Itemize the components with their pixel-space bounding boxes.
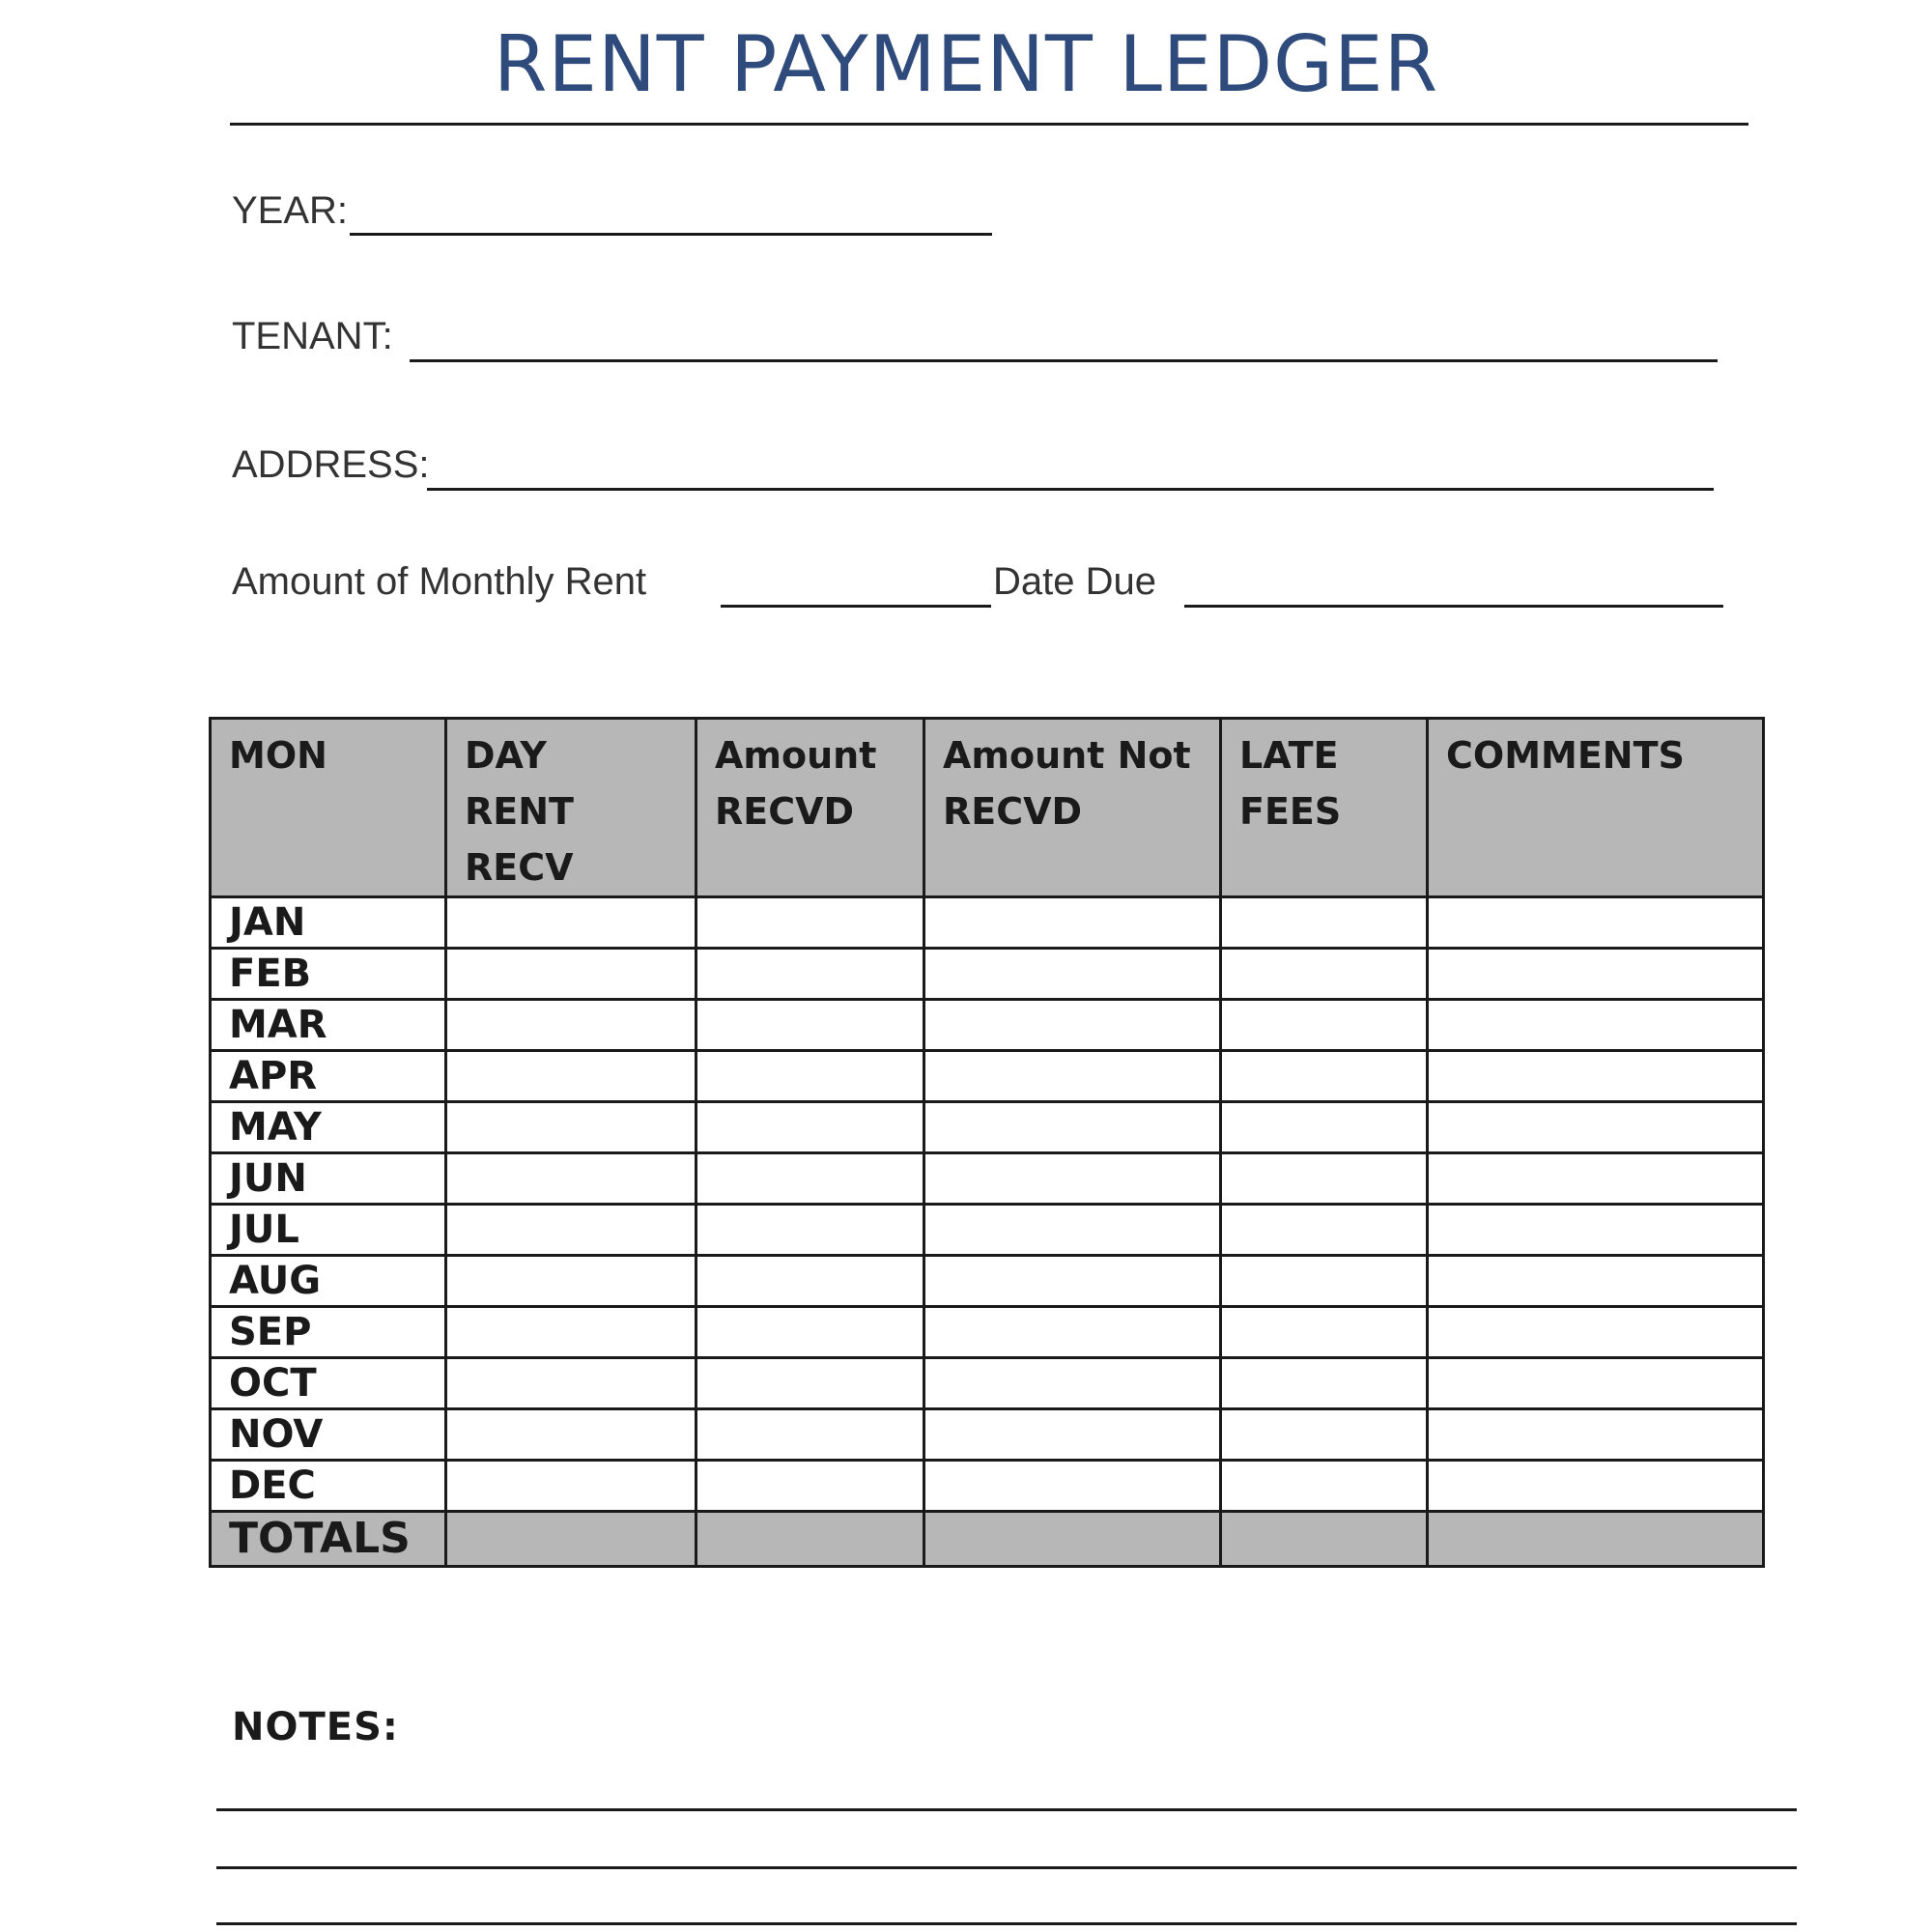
comments-cell[interactable] — [1428, 1205, 1764, 1256]
amount-not-received-cell[interactable] — [924, 1409, 1221, 1461]
table-row — [211, 949, 1764, 1000]
header-line: Amount Not — [943, 734, 1191, 777]
late-fees-cell[interactable] — [1221, 1461, 1428, 1512]
amount-received-cell[interactable] — [696, 1409, 924, 1461]
comments-cell[interactable] — [1428, 1358, 1764, 1409]
table-row — [211, 1205, 1764, 1256]
amount-received-cell[interactable] — [696, 1051, 924, 1102]
month-label: NOV — [211, 1409, 446, 1461]
header-line: RECVD — [943, 790, 1083, 833]
amount-received-cell[interactable] — [696, 1461, 924, 1512]
day-rent-received-cell[interactable] — [446, 949, 696, 1000]
header-day-rent-received — [446, 719, 696, 897]
amount-not-received-cell[interactable] — [924, 1051, 1221, 1102]
header-line: COMMENTS — [1446, 734, 1685, 777]
rent-ledger-table — [209, 717, 1765, 1568]
notes-line-1[interactable] — [216, 1808, 1797, 1811]
amount-not-received-cell[interactable] — [924, 1358, 1221, 1409]
table-row — [211, 1153, 1764, 1205]
totals-amount-received-cell[interactable] — [696, 1512, 924, 1567]
amount-received-cell[interactable] — [696, 1307, 924, 1358]
header-line: FEES — [1239, 790, 1342, 833]
ledger-header-row — [211, 719, 1764, 897]
month-label: OCT — [211, 1358, 446, 1409]
month-label: DEC — [211, 1461, 446, 1512]
amount-not-received-cell[interactable] — [924, 1000, 1221, 1051]
header-line: LATE — [1239, 734, 1339, 777]
header-line: RENT — [465, 790, 574, 833]
header-comments — [1428, 719, 1764, 897]
month-label: JAN — [211, 897, 446, 949]
month-label: MAR — [211, 1000, 446, 1051]
comments-cell[interactable] — [1428, 1102, 1764, 1153]
day-rent-received-cell[interactable] — [446, 1102, 696, 1153]
comments-cell[interactable] — [1428, 1461, 1764, 1512]
header-month — [211, 719, 446, 897]
amount-received-cell[interactable] — [696, 897, 924, 949]
year-field[interactable] — [350, 233, 992, 236]
header-line: Amount — [715, 734, 877, 777]
day-rent-received-cell[interactable] — [446, 1153, 696, 1205]
month-label: MAY — [211, 1102, 446, 1153]
day-rent-received-cell[interactable] — [446, 1051, 696, 1102]
month-label: SEP — [211, 1307, 446, 1358]
day-rent-received-cell[interactable] — [446, 1256, 696, 1307]
totals-comments-cell[interactable] — [1428, 1512, 1764, 1567]
totals-day-cell[interactable] — [446, 1512, 696, 1567]
amount-not-received-cell[interactable] — [924, 897, 1221, 949]
amount-received-cell[interactable] — [696, 1153, 924, 1205]
address-field[interactable] — [427, 488, 1714, 491]
amount-received-cell[interactable] — [696, 1205, 924, 1256]
amount-received-cell[interactable] — [696, 1102, 924, 1153]
header-late-fees — [1221, 719, 1428, 897]
day-rent-received-cell[interactable] — [446, 1358, 696, 1409]
month-label: APR — [211, 1051, 446, 1102]
page-title: RENT PAYMENT LEDGER — [493, 19, 1439, 109]
comments-cell[interactable] — [1428, 1256, 1764, 1307]
month-label: JUN — [211, 1153, 446, 1205]
amount-not-received-cell[interactable] — [924, 1307, 1221, 1358]
tenant-label: TENANT: — [232, 315, 393, 357]
table-row — [211, 1358, 1764, 1409]
notes-label: NOTES: — [232, 1705, 399, 1749]
amount-received-cell[interactable] — [696, 949, 924, 1000]
late-fees-cell[interactable] — [1221, 1256, 1428, 1307]
table-row — [211, 897, 1764, 949]
late-fees-cell[interactable] — [1221, 949, 1428, 1000]
late-fees-cell[interactable] — [1221, 1051, 1428, 1102]
year-label: YEAR: — [232, 189, 349, 232]
late-fees-cell[interactable] — [1221, 1358, 1428, 1409]
date-due-label: Date Due — [993, 560, 1156, 603]
late-fees-cell[interactable] — [1221, 1102, 1428, 1153]
title-divider — [230, 123, 1748, 126]
late-fees-cell[interactable] — [1221, 1000, 1428, 1051]
tenant-field[interactable] — [410, 359, 1718, 362]
day-rent-received-cell[interactable] — [446, 1409, 696, 1461]
amount-not-received-cell[interactable] — [924, 949, 1221, 1000]
day-rent-received-cell[interactable] — [446, 1461, 696, 1512]
table-row — [211, 1256, 1764, 1307]
header-line: DAY — [465, 734, 547, 777]
comments-cell[interactable] — [1428, 897, 1764, 949]
comments-cell[interactable] — [1428, 1000, 1764, 1051]
day-rent-received-cell[interactable] — [446, 1000, 696, 1051]
header-amount-not-received — [924, 719, 1221, 897]
header-line: MON — [229, 734, 327, 777]
month-label: AUG — [211, 1256, 446, 1307]
notes-line-3[interactable] — [216, 1922, 1797, 1925]
table-row — [211, 1102, 1764, 1153]
table-row — [211, 1051, 1764, 1102]
month-label: JUL — [211, 1205, 446, 1256]
late-fees-cell[interactable] — [1221, 1153, 1428, 1205]
totals-amount-not-received-cell[interactable] — [924, 1512, 1221, 1567]
amount-received-cell[interactable] — [696, 1000, 924, 1051]
table-row — [211, 1409, 1764, 1461]
day-rent-received-cell[interactable] — [446, 897, 696, 949]
header-line: RECV — [465, 846, 574, 889]
amount-not-received-cell[interactable] — [924, 1461, 1221, 1512]
amount-received-cell[interactable] — [696, 1358, 924, 1409]
header-line: RECVD — [715, 790, 855, 833]
comments-cell[interactable] — [1428, 1153, 1764, 1205]
amount-received-cell[interactable] — [696, 1256, 924, 1307]
amount-not-received-cell[interactable] — [924, 1205, 1221, 1256]
late-fees-cell[interactable] — [1221, 897, 1428, 949]
address-label: ADDRESS: — [232, 443, 430, 486]
date-due-field[interactable] — [1184, 605, 1723, 608]
totals-late-fees-cell[interactable] — [1221, 1512, 1428, 1567]
header-amount-received — [696, 719, 924, 897]
monthly-rent-field[interactable] — [721, 605, 991, 608]
table-row — [211, 1000, 1764, 1051]
amount-not-received-cell[interactable] — [924, 1102, 1221, 1153]
day-rent-received-cell[interactable] — [446, 1307, 696, 1358]
day-rent-received-cell[interactable] — [446, 1205, 696, 1256]
comments-cell[interactable] — [1428, 949, 1764, 1000]
comments-cell[interactable] — [1428, 1307, 1764, 1358]
amount-not-received-cell[interactable] — [924, 1256, 1221, 1307]
amount-not-received-cell[interactable] — [924, 1153, 1221, 1205]
monthly-rent-label: Amount of Monthly Rent — [232, 560, 647, 603]
table-row — [211, 1461, 1764, 1512]
table-row — [211, 1307, 1764, 1358]
comments-cell[interactable] — [1428, 1409, 1764, 1461]
comments-cell[interactable] — [1428, 1051, 1764, 1102]
totals-row — [211, 1512, 1764, 1567]
totals-label: TOTALS — [211, 1512, 446, 1567]
month-label: FEB — [211, 949, 446, 1000]
late-fees-cell[interactable] — [1221, 1307, 1428, 1358]
late-fees-cell[interactable] — [1221, 1205, 1428, 1256]
notes-line-2[interactable] — [216, 1866, 1797, 1869]
late-fees-cell[interactable] — [1221, 1409, 1428, 1461]
